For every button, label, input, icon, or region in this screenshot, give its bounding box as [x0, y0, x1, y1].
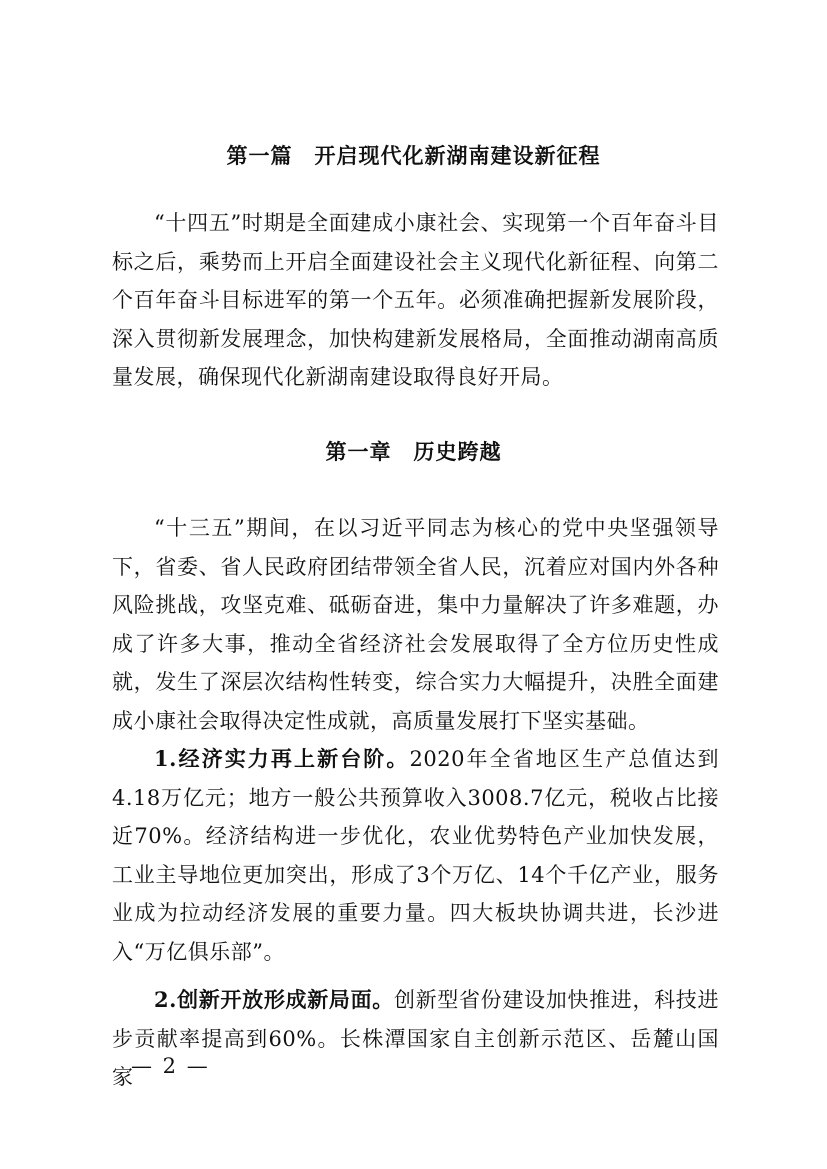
item-1-body: 2020年全省地区生产总值达到4.18万亿元；地方一般公共预算收入3008.7亿元，税收占比接近70%。经济结构进一步优化，农业优势特色产业加快发展，工业主导地位更加突出，形成了3个万亿、14个千亿产业，服务业成为拉动经济发展的重要力量。四大板块协调共进，长沙进入“万亿俱乐部”。 [112, 747, 719, 964]
chapter-title: 第一章 历史跨越 [325, 439, 502, 464]
item-1-paragraph [112, 740, 719, 971]
chapter-intro-paragraph: “十三五”期间，在以习近平同志为核心的党中央坚强领导下，省委、省人民政府团结带领全省人民，沉着应对国内外各种风险挑战，攻坚克难、砥砺奋进，集中力量解决了许多难题，办成了许多大事，推动全省经济社会发展取得了全方位历史性成就，发生了深层次结构性转变，综合实力大幅提升，决胜全面建成小康社会取得决定性成就，高质量发展打下坚实基础。 [112, 516, 719, 733]
intro-paragraph: “十四五”时期是全面建成小康社会、实现第一个百年奋斗目标之后，乘势而上开启全面建设社会主义现代化新征程、向第二个百年奋斗目标进军的第一个五年。必须准确把握新发展阶段，深入贯彻新发展理念，加快构建新发展格局，全面推动湖南高质量发展，确保现代化新湖南建设取得良好开局。 [112, 211, 719, 389]
part-title: 第一篇 开启现代化新湖南建设新征程 [226, 143, 601, 168]
item-2-lead: 2.创新开放形成新局面。 [154, 987, 394, 1012]
item-1-lead: 1.经济实力再上新台阶。 [154, 746, 410, 771]
item-2-body: 创新型省份建设加快推进，科技进步贡献率提高到60%。长株潭国家自主创新示范区、岳麓山国家 [112, 988, 719, 1089]
page-number: — 2 — [131, 1054, 210, 1078]
